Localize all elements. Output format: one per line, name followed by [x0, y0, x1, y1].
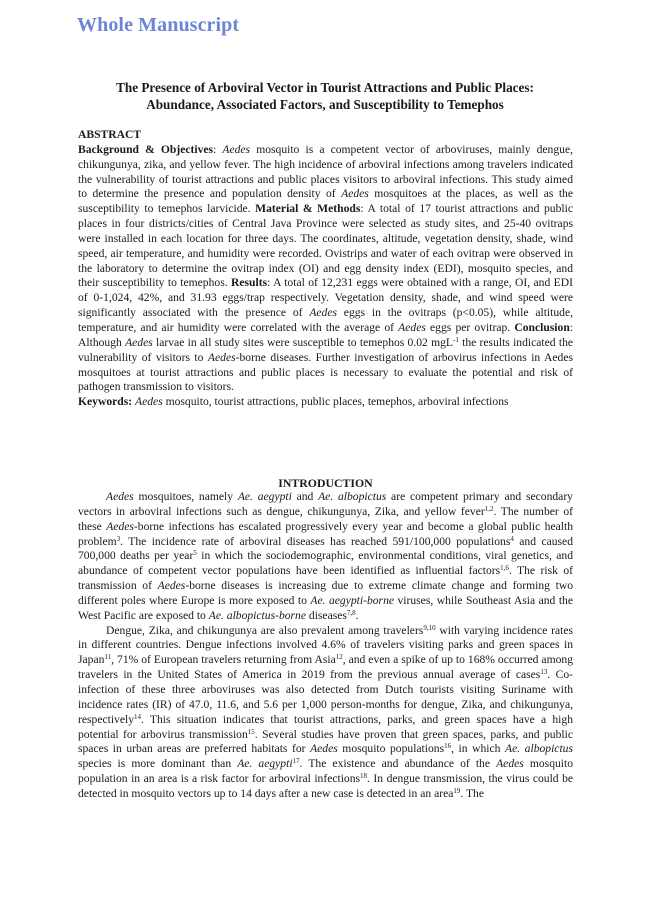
- title-line-1: The Presence of Arboviral Vector in Tourist Attractions and Public Places:: [116, 80, 534, 95]
- introduction-section: [78, 490, 573, 802]
- abstract-body: Background & Objectives: Aedes mosquito is a competent vector of arboviruses, mainly dengue, chikungunya, zika, and yellow fever. The high incidence of arboviral infections among travelers indicated the vulnerability of tourist attractions and public places visitors to arboviral infections. This study aimed to determine the presence and population density of Aedes mosquitoes at the places, as well as the susceptibility to temephos larvicide. Material & Methods: A total of 17 tourist attractions and public places in four districts/cities of Central Java Province were selected as study sites, and 25-40 ovitraps were installed in each location for three days. The coordinates, altitude, vegetation density, shade, wind speed, air temperature, and humidity were recorded. Ovistrips and water of each ovitrap were observed in the laboratory to determine the ovitrap index (OI) and egg density index (EDI), mosquito species, and their susceptibility to temephos. Results: A total of 12,231 eggs were obtained with a range, OI, and EDI of 0-1,024, 42%, and 31.93 eggs/trap respectively. Vegetation density, shade, and wind speed were significantly associated with the presence of Aedes eggs in the ovitraps (p<0.05), while altitude, temperature, and air humidity were correlated with the average of Aedes eggs per ovitrap. Conclusion: Although Aedes larvae in all study sites were susceptible to temephos 0.02 mgL$^{-1}$ the results indicated the vulnerability of visitors to Aedes-borne diseases. Further investigation of arbovirus infections in Aedes mosquitoes at tourist attractions and public places is necessary to evaluate the potential and risk of pathogen transmission to visitors.: [78, 142, 574, 394]
- introduction-heading: INTRODUCTION: [278, 476, 373, 490]
- title-line-2: Abundance, Associated Factors, and Susceptibility to Temephos: [146, 97, 504, 112]
- keywords-line: Keywords: Aedes mosquito, tourist attractions, public places, temephos, arboviral infections: [78, 395, 509, 409]
- introduction-paragraph-2: Dengue, Zika, and chikungunya are also prevalent among travelers$^{9,10}$ with varying incidence rates in different countries. Dengue infections involved 4.6% of travelers visiting parks and green spaces in Japan$^{11}$, 71% of European travelers returning from Asia$^{12}$, and even a spike of up to 168% occurred among travelers in the United States of America in 2019 from the previous annual average of cases$^{13}$. Co-infection of these three arboviruses was also detected from Dutch tourists visiting Suriname with incidence rates (IR) of 47.0, 11.6, and 5.6 per 1,000 person-months for dengue, Zika, and chikungunya, respectively$^{14}$. This situation indicates that tourist attractions, parks, and green spaces have a high potential for arbovirus transmission$^{15}$. Several studies have proven that green spaces, parks, and public spaces in urban areas are preferred habitats for Aedes mosquito populations$^{16}$, in which Ae. albopictus species is more dominant than Ae. aegypti$^{17}$. The existence and abundance of the Aedes mosquito population in an area is a risk factor for arboviral infections$^{18}$. In dengue transmission, the virus could be detected in mosquito vectors up to 14 days after a new case is detected in an area$^{19}$. The: [78, 623, 574, 800]
- article-title: [60, 79, 590, 113]
- abstract-heading: ABSTRACT: [78, 128, 142, 141]
- abstract-section: [78, 128, 573, 410]
- introduction-paragraph-1: Aedes mosquitoes, namely Ae. aegypti and Ae. albopictus are competent primary and secondary vectors in arboviral infections such as dengue, chikungunya, Zika, and yellow fever$^{1,2}$. The number of these Aedes-borne infections has escalated progressively every year and become a global public health problem$^3$. The incidence rate of arboviral diseases has reached 591/100,000 populations$^4$ and caused 700,000 deaths per year$^5$ in which the sociodemographic, environmental conditions, viral genetics, and abundance of competent vector populations have been identified as influential factors$^{1,6}$. The risk of transmission of Aedes-borne diseases is increasing due to extreme climate change and forming two different poles where Europe is more exposed to Ae. aegypti-borne viruses, while Southeast Asia and the West Pacific are exposed to Ae. albopictus-borne diseases$^{7,8}$.: [78, 490, 574, 622]
- manuscript-banner: Whole Manuscript: [77, 14, 240, 36]
